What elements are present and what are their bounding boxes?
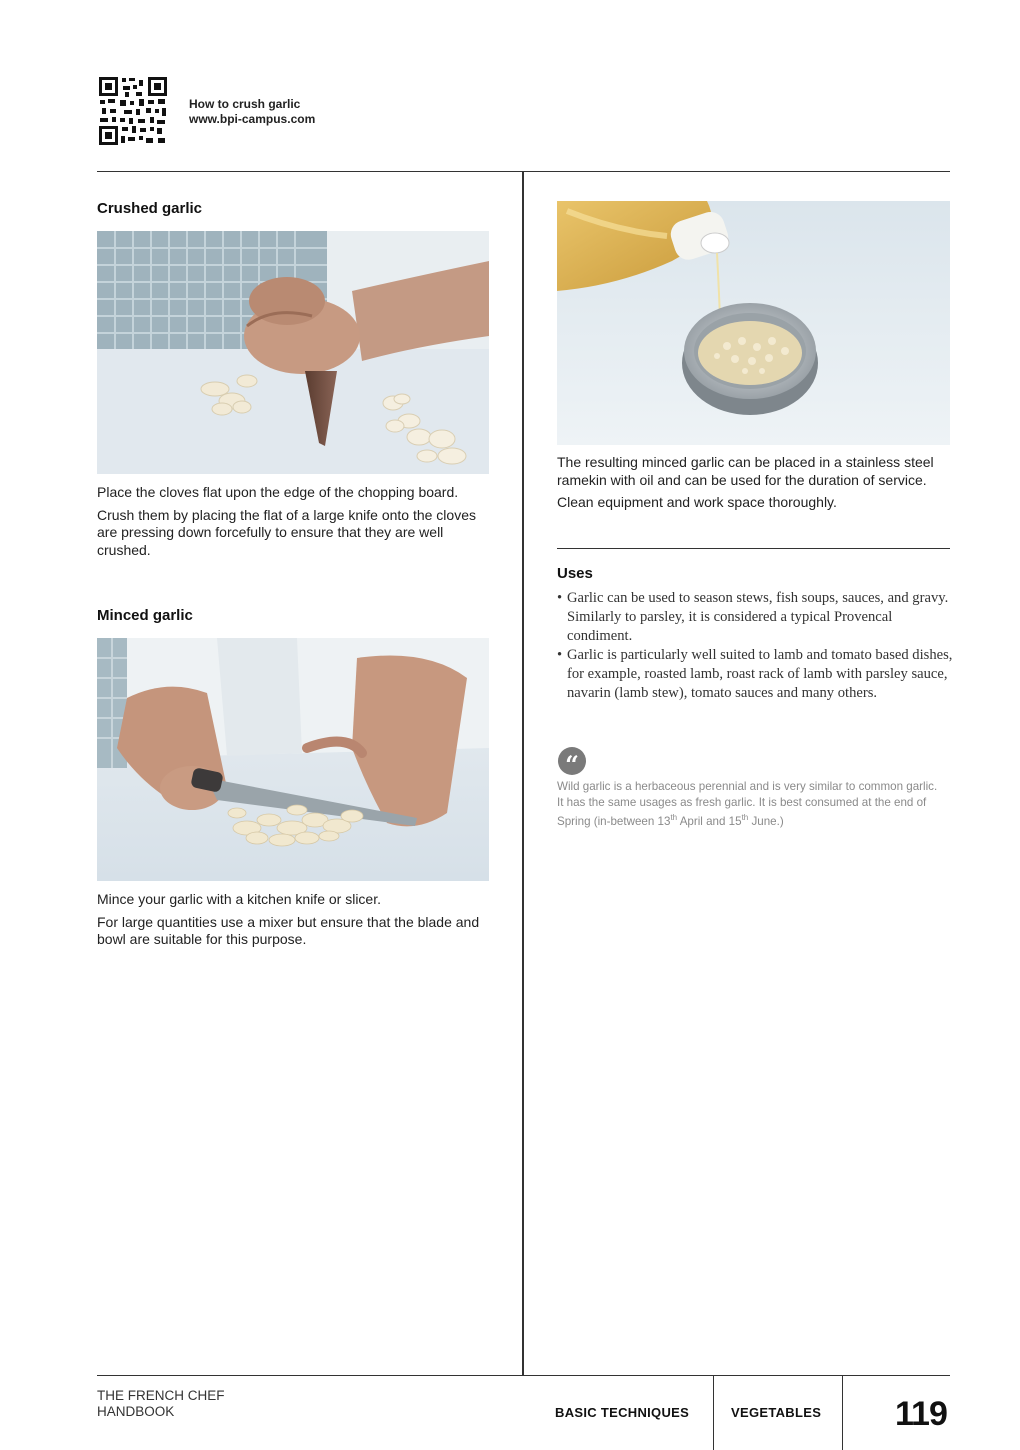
category-vegetables: VEGETABLES	[731, 1405, 822, 1420]
minced-garlic-title: Minced garlic	[97, 607, 193, 624]
note-line-2: It has the same usages as fresh garlic. It is best consumed at the end of Spring (in-between 13th April and 15th June.)	[557, 795, 927, 828]
minced-garlic-step-2: For large quantities use a mixer but ensure that the blade and bowl are suitable for this purpose.	[97, 913, 480, 947]
minced-garlic-text	[97, 891, 489, 954]
crushed-garlic-title: Crushed garlic	[97, 200, 203, 217]
bottom-rule	[97, 1375, 950, 1376]
top-rule	[97, 171, 950, 172]
book-title	[97, 1388, 225, 1420]
category-basic-techniques: BASIC TECHNIQUES	[555, 1405, 690, 1420]
wild-garlic-note	[557, 779, 957, 829]
footer-separator	[713, 1376, 714, 1450]
book-title-line-2: HANDBOOK	[97, 1404, 175, 1419]
qr-caption-url[interactable]: www.bpi-campus.com	[189, 112, 316, 126]
uses-item: • Garlic is particularly well suited to lamb and tomato based dishes, for example, roasted lamb, roast rack of lamb with parsley sauce, navarin (lamb stew), tomato sauces and many others.	[557, 646, 957, 703]
minced-garlic-photo	[97, 638, 489, 881]
page-number: 119	[895, 1395, 947, 1433]
ramekin-text	[557, 454, 950, 517]
ramekin-oil-photo	[557, 201, 950, 445]
qr-code-icon	[98, 76, 168, 146]
uses-rule	[557, 548, 950, 549]
note-line-1: Wild garlic is a herbaceous perennial and is very similar to common garlic.	[557, 780, 938, 793]
minced-garlic-step-1: Mince your garlic with a kitchen knife or slicer.	[97, 891, 381, 907]
crushed-garlic-photo	[97, 231, 489, 474]
uses-title: Uses	[557, 565, 593, 582]
qr-caption	[189, 97, 315, 127]
crushed-garlic-step-1: Place the cloves flat upon the edge of the chopping board.	[97, 484, 459, 500]
uses-list	[557, 589, 957, 703]
ramekin-step-1: The resulting minced garlic can be placed in a stainless steel ramekin with oil and can be used for the duration of service.	[557, 454, 934, 488]
footer-separator	[842, 1376, 843, 1450]
column-divider	[522, 172, 524, 1375]
crushed-garlic-step-2: Crush them by placing the flat of a large knife onto the cloves are pressing down forcefully to ensure that they are well crushed.	[97, 506, 476, 558]
book-title-line-1: THE FRENCH CHEF	[97, 1388, 225, 1403]
qr-caption-title: How to crush garlic	[189, 97, 301, 111]
uses-item: • Garlic can be used to season stews, fish soups, sauces, and gravy. Similarly to parsley, it is considered a typical Provencal condiment.	[557, 589, 957, 646]
ramekin-step-2: Clean equipment and work space thoroughly.	[557, 494, 837, 510]
quote-icon: “	[558, 747, 586, 775]
crushed-garlic-text	[97, 484, 489, 564]
